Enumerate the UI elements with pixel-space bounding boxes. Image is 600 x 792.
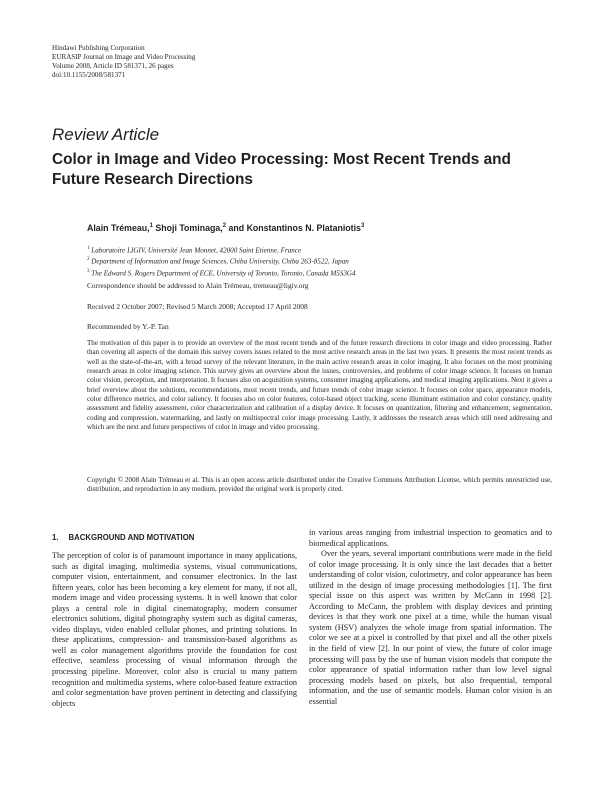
article-type: Review Article: [52, 125, 160, 144]
affiliation-mark: 3: [87, 268, 90, 274]
copyright-notice: Copyright © 2008 Alain Trémeau et al. This is an open access article distributed under the Creative Commons Attribution License, which permits unrestricted use, distribution, and reproduction in any medium, provided the original work is properly cited.: [87, 476, 552, 494]
author-name: and Konstantinos N. Plataniotis: [228, 223, 361, 233]
affiliation: [87, 255, 356, 266]
correspondence-line: Correspondence should be addressed to Alain Trémeau, tremeau@ligiv.org: [87, 281, 309, 290]
doi-line: doi:10.1155/2008/581371: [52, 70, 126, 79]
author-affiliation-mark: 2: [222, 223, 227, 230]
affiliation: [87, 244, 356, 255]
section-heading: [52, 533, 194, 542]
affiliation-mark: 1: [87, 246, 90, 251]
author-name: Shoji Tominaga,: [155, 223, 223, 233]
author-affiliation-mark: 3: [360, 223, 365, 230]
affiliation-text: Laboratoire LIGIV, Université Jean Monnet, 42000 Saint Etienne, France: [91, 246, 302, 255]
section-title: BACKGROUND AND MOTIVATION: [68, 533, 195, 542]
section-number: 1.: [52, 533, 59, 542]
dates-line: Received 2 October 2007; Revised 5 March 2008; Accepted 17 April 2008: [87, 302, 308, 311]
affiliation-text: Department of Information and Image Sciences, Chiba University, Chiba 263-8522, Japan: [91, 257, 349, 266]
journal-line: EURASIP Journal on Image and Video Processing: [52, 52, 196, 61]
article-title: Color in Image and Video Processing: Most Recent Trends and Future Research Directions: [52, 151, 511, 188]
body-column-right: [309, 528, 552, 707]
affiliation: [87, 267, 356, 278]
affiliation-text: The Edward S. Rogers Department of ECE, University of Toronto, Toronto, Canada M5S3G4: [91, 269, 356, 278]
body-paragraph: in various areas ranging from industrial inspection to geomatics and to biomedical applications.: [309, 528, 552, 548]
affiliation-mark: 2: [87, 257, 90, 263]
affiliation-list: [87, 244, 356, 278]
body-paragraph: The perception of color is of paramount importance in many applications, such as digital imaging, multimedia systems, visual communications, computer vision, entertainment, and consumer electronics. In the last fifteen years, color has been becoming a key element for many, if not all, modern image and video processing systems. It is well known that color plays a central role in digital cinematography, modern consumer electronics solutions, digital photography system such as digital cameras, video displays, video enabled cellular phones, and printing solutions. In these applications, compression- and transmission-based algorithms as well as color management algorithms provide the foundation for cost effective, seamless processing of visual information through the processing pipeline. Moreover, color also is crucial to many pattern recognition and multimedia systems, where color-based feature extraction and color segmentation have proven pertinent in detecting and classifying objects: [52, 551, 297, 708]
body-column-left: [52, 551, 297, 709]
publication-info: [52, 44, 195, 80]
body-paragraph: Over the years, several important contributions were made in the field of color image processing. It is only since the last decades that a better understanding of color vision, colorimetry, and color appearance has been utilized in the design of image processing methodologies [1]. The first special issue on this aspect was written by McCann in 1998 [2]. According to McCann, the problem with display devices and printing devices is that they work one pixel at a time, while the human visual system (HSV) analyzes the whole image from spatial information. The color we see at a pixel is controlled by that pixel and all the other pixels in the field of view [2]. In our point of view, the future of color image processing will pass by the use of human vision models that compute the color appearance of spatial information rather than low level signal processing models based on pixels, but also frequential, temporal information, and the use of semantic models. Human color vision is an essential: [309, 549, 552, 706]
abstract: The motivation of this paper is to provide an overview of the most recent trends and of the future research directions in color image and video processing. Rather than covering all aspects of the domain this survey covers issues related to the most active research areas in the last two years. It presents the most recent trends as well as the state-of-the-art, with a broad survey of the relevant literature, in the main active research areas in color imaging. It also focuses on the most promising research areas in color imaging science. This survey gives an overview about the issues, controversies, and problems of color image science. It focuses on human color vision, perception, and interpretation. It focuses also on acquisition systems, consumer imaging applications, and medical imaging applications. Next it gives a brief overview about the solutions, recommendations, most recent trends, and future trends of color image science. It focuses on color space, appearance models, color difference metrics, and color saliency. It focuses also on color features, color-based object tracking, scene illuminant estimation and color constancy, quality assessment and fidelity assessment, color characterization and calibration of a display device. It focuses on quantization, filtering and enhancement, segmentation, coding and compression, watermarking, and lastly on multispectral color image processing. Lastly, it addresses the research areas which still need addressing and which are the next and future perspectives of color in image and video processing.: [87, 339, 552, 432]
recommended-line: Recommended by Y.-P. Tan: [87, 322, 169, 331]
publisher-line: Hindawi Publishing Corporation: [52, 44, 145, 52]
author-name: Alain Trémeau,: [87, 223, 150, 233]
author-list: [87, 223, 364, 233]
volume-line: Volume 2008, Article ID 581371, 26 pages: [52, 61, 174, 70]
author-affiliation-mark: 1: [149, 223, 153, 230]
